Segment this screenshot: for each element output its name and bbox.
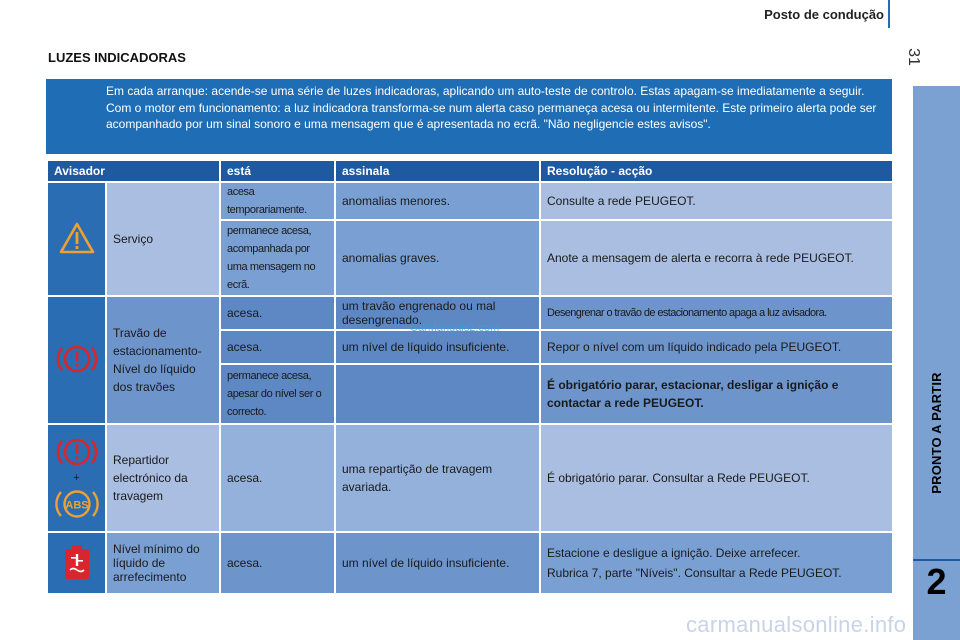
header-rule bbox=[888, 0, 890, 28]
page-number: 31 bbox=[905, 48, 922, 66]
footer-watermark: carmanualsonline.info bbox=[686, 612, 907, 637]
state-cell: acesa. bbox=[220, 330, 335, 364]
state-cell: permanece acesa, apesar do nível ser o correcto. bbox=[220, 364, 335, 424]
signals-cell: um nível de líquido insuficiente. bbox=[335, 330, 540, 364]
action-cell: Desengrenar o travão de estacionamento apaga a luz avisadora. bbox=[540, 296, 893, 330]
icon-cell-travao bbox=[47, 296, 106, 424]
indicator-table bbox=[46, 159, 894, 595]
intro-text: Em cada arranque: acende-se uma série de luzes indicadoras, aplicando um auto-teste de controlo. Estas apagam-se imediatamente a seguir. Com o motor em funcionamento: a luz indicadora transforma-se num alerta caso permaneça acesa ou intermitente. Este primeiro alerta pode ser acompanhado por um sinal sonoro e uma mensagem que é apresentada no ecrã. "Não negligencie estes avisos". bbox=[106, 84, 877, 131]
signals-cell: anomalias menores. bbox=[335, 182, 540, 220]
signals-cell bbox=[335, 364, 540, 424]
action-line-1: Estacione e desligue a ignição. Deixe arrefecer. bbox=[547, 546, 801, 560]
col-header-resolucao: Resolução - acção bbox=[540, 160, 893, 182]
warning-triangle-icon bbox=[59, 222, 95, 254]
page-header-title: Posto de condução bbox=[764, 7, 884, 22]
chapter-number: 2 bbox=[926, 561, 947, 602]
center-watermark: CarManuals2.com bbox=[410, 322, 500, 334]
icon-cell-coolant bbox=[47, 532, 106, 594]
abs-label: ABS bbox=[64, 499, 89, 512]
state-cell: acesa. bbox=[220, 296, 335, 330]
brake-warning-icon bbox=[55, 432, 99, 472]
signals-cell: uma repartição de travagem avariada. bbox=[335, 424, 540, 532]
brake-warning-icon bbox=[55, 339, 99, 379]
action-line-2: Rubrica 7, parte "Níveis". Consultar a Rede PEUGEOT. bbox=[547, 566, 842, 580]
table-row bbox=[47, 424, 893, 532]
icon-cell-servico bbox=[47, 182, 106, 296]
state-cell: acesa temporariamente. bbox=[220, 182, 335, 220]
signals-cell: anomalias graves. bbox=[335, 220, 540, 296]
col-header-assinala: assinala bbox=[335, 160, 540, 182]
action-cell: Repor o nível com um líquido indicado pela PEUGEOT. bbox=[540, 330, 893, 364]
coolant-icon bbox=[60, 543, 94, 581]
action-cell: Consulte a rede PEUGEOT. bbox=[540, 182, 893, 220]
plus-sign: + bbox=[73, 472, 80, 484]
action-cell: É obrigatório parar, estacionar, desligar a ignição e contactar a rede PEUGEOT. bbox=[540, 364, 893, 424]
signals-cell: um travão engrenado ou mal desengrenado. bbox=[335, 296, 540, 330]
action-cell: É obrigatório parar. Consultar a Rede PEUGEOT. bbox=[540, 424, 893, 532]
action-cell bbox=[540, 532, 893, 594]
abs-icon bbox=[54, 484, 100, 524]
section-title: LUZES INDICADORAS bbox=[48, 50, 186, 65]
icon-cell-repartidor bbox=[47, 424, 106, 532]
intro-panel bbox=[46, 79, 892, 154]
state-cell: acesa. bbox=[220, 532, 335, 594]
col-header-avisador: Avisador bbox=[47, 160, 220, 182]
table-row bbox=[47, 532, 893, 594]
name-cell-servico: Serviço bbox=[106, 182, 220, 296]
table-row bbox=[47, 182, 893, 220]
name-cell-repartidor: Repartidor electrónico da travagem bbox=[106, 424, 220, 532]
table-header-row bbox=[47, 160, 893, 182]
chapter-side-tab-label bbox=[913, 320, 960, 560]
state-cell: acesa. bbox=[220, 424, 335, 532]
state-cell: permanece acesa, acompanhada por uma mensagem no ecrã. bbox=[220, 220, 335, 296]
col-header-esta: está bbox=[220, 160, 335, 182]
action-cell: Anote a mensagem de alerta e recorra à rede PEUGEOT. bbox=[540, 220, 893, 296]
name-cell-coolant: Nível mínimo do líquido de arrefecimento bbox=[106, 532, 220, 594]
name-cell-travao: Travão de estacionamento- Nível do líquido dos travões bbox=[106, 296, 220, 424]
signals-cell: um nível de líquido insuficiente. bbox=[335, 532, 540, 594]
side-tab-label: PRONTO A PARTIR bbox=[929, 372, 944, 494]
